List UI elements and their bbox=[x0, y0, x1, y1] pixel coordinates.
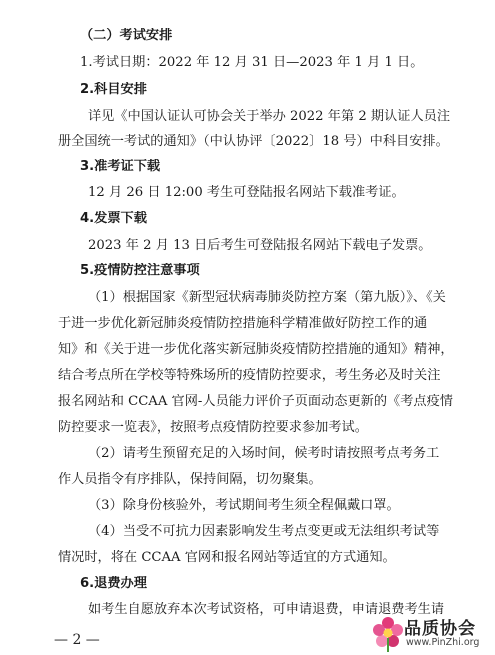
paragraph-line: （1）根据国家《新型冠状病毒肺炎防控方案（第九版）》、《关 bbox=[88, 290, 446, 305]
exam-date-line: 1.考试日期：2022 年 12 月 31 日—2023 年 1 月 1 日。 bbox=[80, 55, 424, 70]
logo-title: 品质协会 bbox=[404, 619, 476, 639]
logo-url: www.PinZhi.org bbox=[406, 637, 480, 648]
refund-heading: 6.退费办理 bbox=[80, 576, 147, 591]
paragraph-line: （3）除身份核验外，考试期间考生须全程佩戴口罩。 bbox=[88, 498, 400, 513]
invoice-heading: 4.发票下载 bbox=[80, 211, 147, 226]
admission-heading: 3.准考证下载 bbox=[80, 159, 161, 174]
subject-heading: 2.科目安排 bbox=[80, 82, 147, 97]
paragraph-line: 如考生自愿放弃本次考试资格，可申请退费，申请退费考生请 bbox=[88, 602, 445, 617]
paragraph-line: 报名网站和 CCAA 官网-人员能力评价子页面动态更新的《考点疫情 bbox=[58, 394, 453, 409]
paragraph-line: 防控要求一览表》，按照考点疫情防控要求参加考试。 bbox=[58, 420, 368, 435]
covid-heading: 5.疫情防控注意事项 bbox=[80, 263, 200, 278]
paragraph-line: （4）当受不可抗力因素影响发生考点变更或无法组织考试等 bbox=[88, 524, 440, 539]
section-title: （二）考试安排 bbox=[80, 28, 173, 43]
paragraph-line: 册全国统一考试的通知》（中认协评〔2022〕18 号）中科目安排。 bbox=[58, 134, 449, 149]
paragraph-line: 2023 年 2 月 13 日后考生可登陆报名网站下载电子发票。 bbox=[88, 238, 432, 253]
watermark-logo bbox=[368, 610, 490, 652]
paragraph-line: 于进一步优化新冠肺炎疫情防控措施科学精准做好防控工作的通 bbox=[58, 316, 428, 331]
paragraph-line: 结合考点所在学校等特殊场所的疫情防控要求，考生务必及时关注 bbox=[58, 368, 441, 383]
paragraph-line: 情况时，将在 CCAA 官网和报名网站等适宜的方式通知。 bbox=[58, 550, 396, 565]
paragraph-line: （2）请考生预留充足的入场时间，候考时请按照考点考务工 bbox=[88, 446, 440, 461]
paragraph-line: 详见《中国认证认可协会关于举办 2022 年第 2 期认证人员注 bbox=[88, 109, 451, 124]
page-number: — 2 — bbox=[54, 632, 100, 648]
paragraph-line: 12 月 26 日 12:00 考生可登陆报名网站下载准考证。 bbox=[88, 185, 405, 200]
paragraph-line: 知》和《关于进一步优化落实新冠肺炎疫情防控措施的通知》精神， bbox=[58, 342, 454, 357]
flower-icon bbox=[368, 612, 408, 652]
paragraph-line: 作人员指令有序排队，保持间隔，切勿聚集。 bbox=[58, 472, 322, 487]
